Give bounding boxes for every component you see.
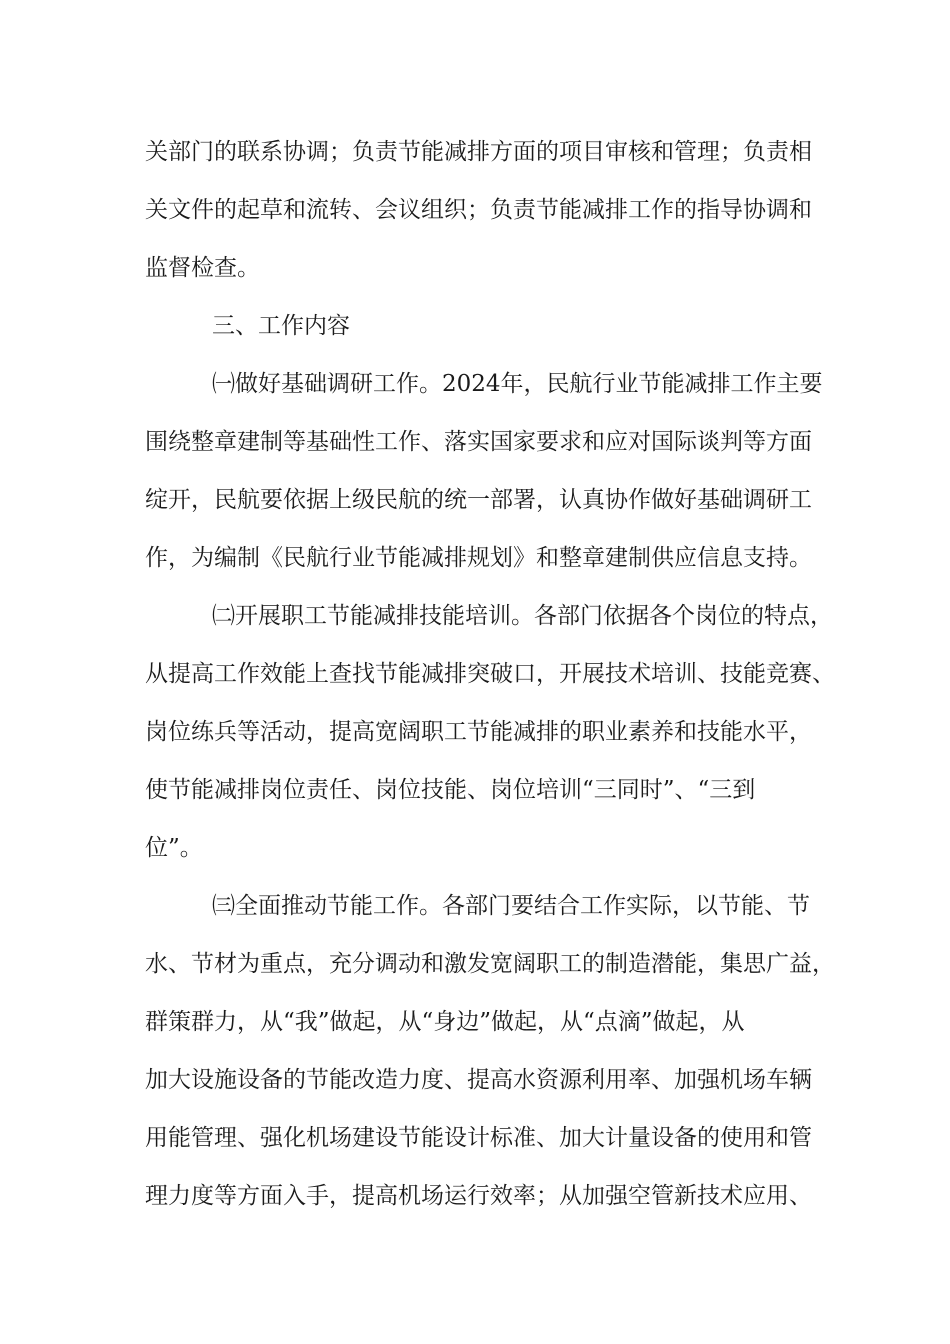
body-text-line: 绽开，民航要依据上级民航的统一部署，认真协作做好基础调研工 <box>145 487 812 513</box>
section-heading: 三、工作内容 <box>212 313 350 339</box>
body-text-line: 岗位练兵等活动，提高宽阔职工节能减排的职业素养和技能水平， <box>145 719 812 745</box>
body-text-line: 作，为编制《民航行业节能减排规划》和整章建制供应信息支持。 <box>145 545 812 571</box>
body-text-line: 围绕整章建制等基础性工作、落实国家要求和应对国际谈判等方面 <box>145 429 812 455</box>
body-text-line: 用能管理、强化机场建设节能设计标准、加大计量设备的使用和管 <box>145 1125 812 1151</box>
body-text-line: 关文件的起草和流转、会议组织；负责节能减排工作的指导协调和 <box>145 197 812 223</box>
body-text-line: 群策群力，从“我”做起，从“身边”做起，从“点滴”做起，从 <box>145 1009 745 1035</box>
body-text-line: ㈢全面推动节能工作。各部门要结合工作实际，以节能、节 <box>212 893 810 919</box>
body-text-line: 加大设施设备的节能改造力度、提高水资源利用率、加强机场车辆 <box>145 1067 812 1093</box>
body-text-line: 理力度等方面入手，提高机场运行效率；从加强空管新技术应用、 <box>145 1183 812 1209</box>
body-text-line: 从提高工作效能上查找节能减排突破口，开展技术培训、技能竞赛、 <box>145 661 835 687</box>
body-text-line: ㈡开展职工节能减排技能培训。各部门依据各个岗位的特点， <box>212 603 833 629</box>
body-text-line: 水、节材为重点，充分调动和激发宽阔职工的制造潜能，集思广益， <box>145 951 835 977</box>
body-text-line: 使节能减排岗位责任、岗位技能、岗位培训“三同时”、“三到 <box>145 777 756 803</box>
body-text-line: 关部门的联系协调；负责节能减排方面的项目审核和管理；负责相 <box>145 139 812 165</box>
body-text-line: ㈠做好基础调研工作。2024年，民航行业节能减排工作主要 <box>212 371 823 397</box>
body-text-line: 监督检查。 <box>145 255 260 281</box>
body-text-line: 位”。 <box>145 835 203 861</box>
